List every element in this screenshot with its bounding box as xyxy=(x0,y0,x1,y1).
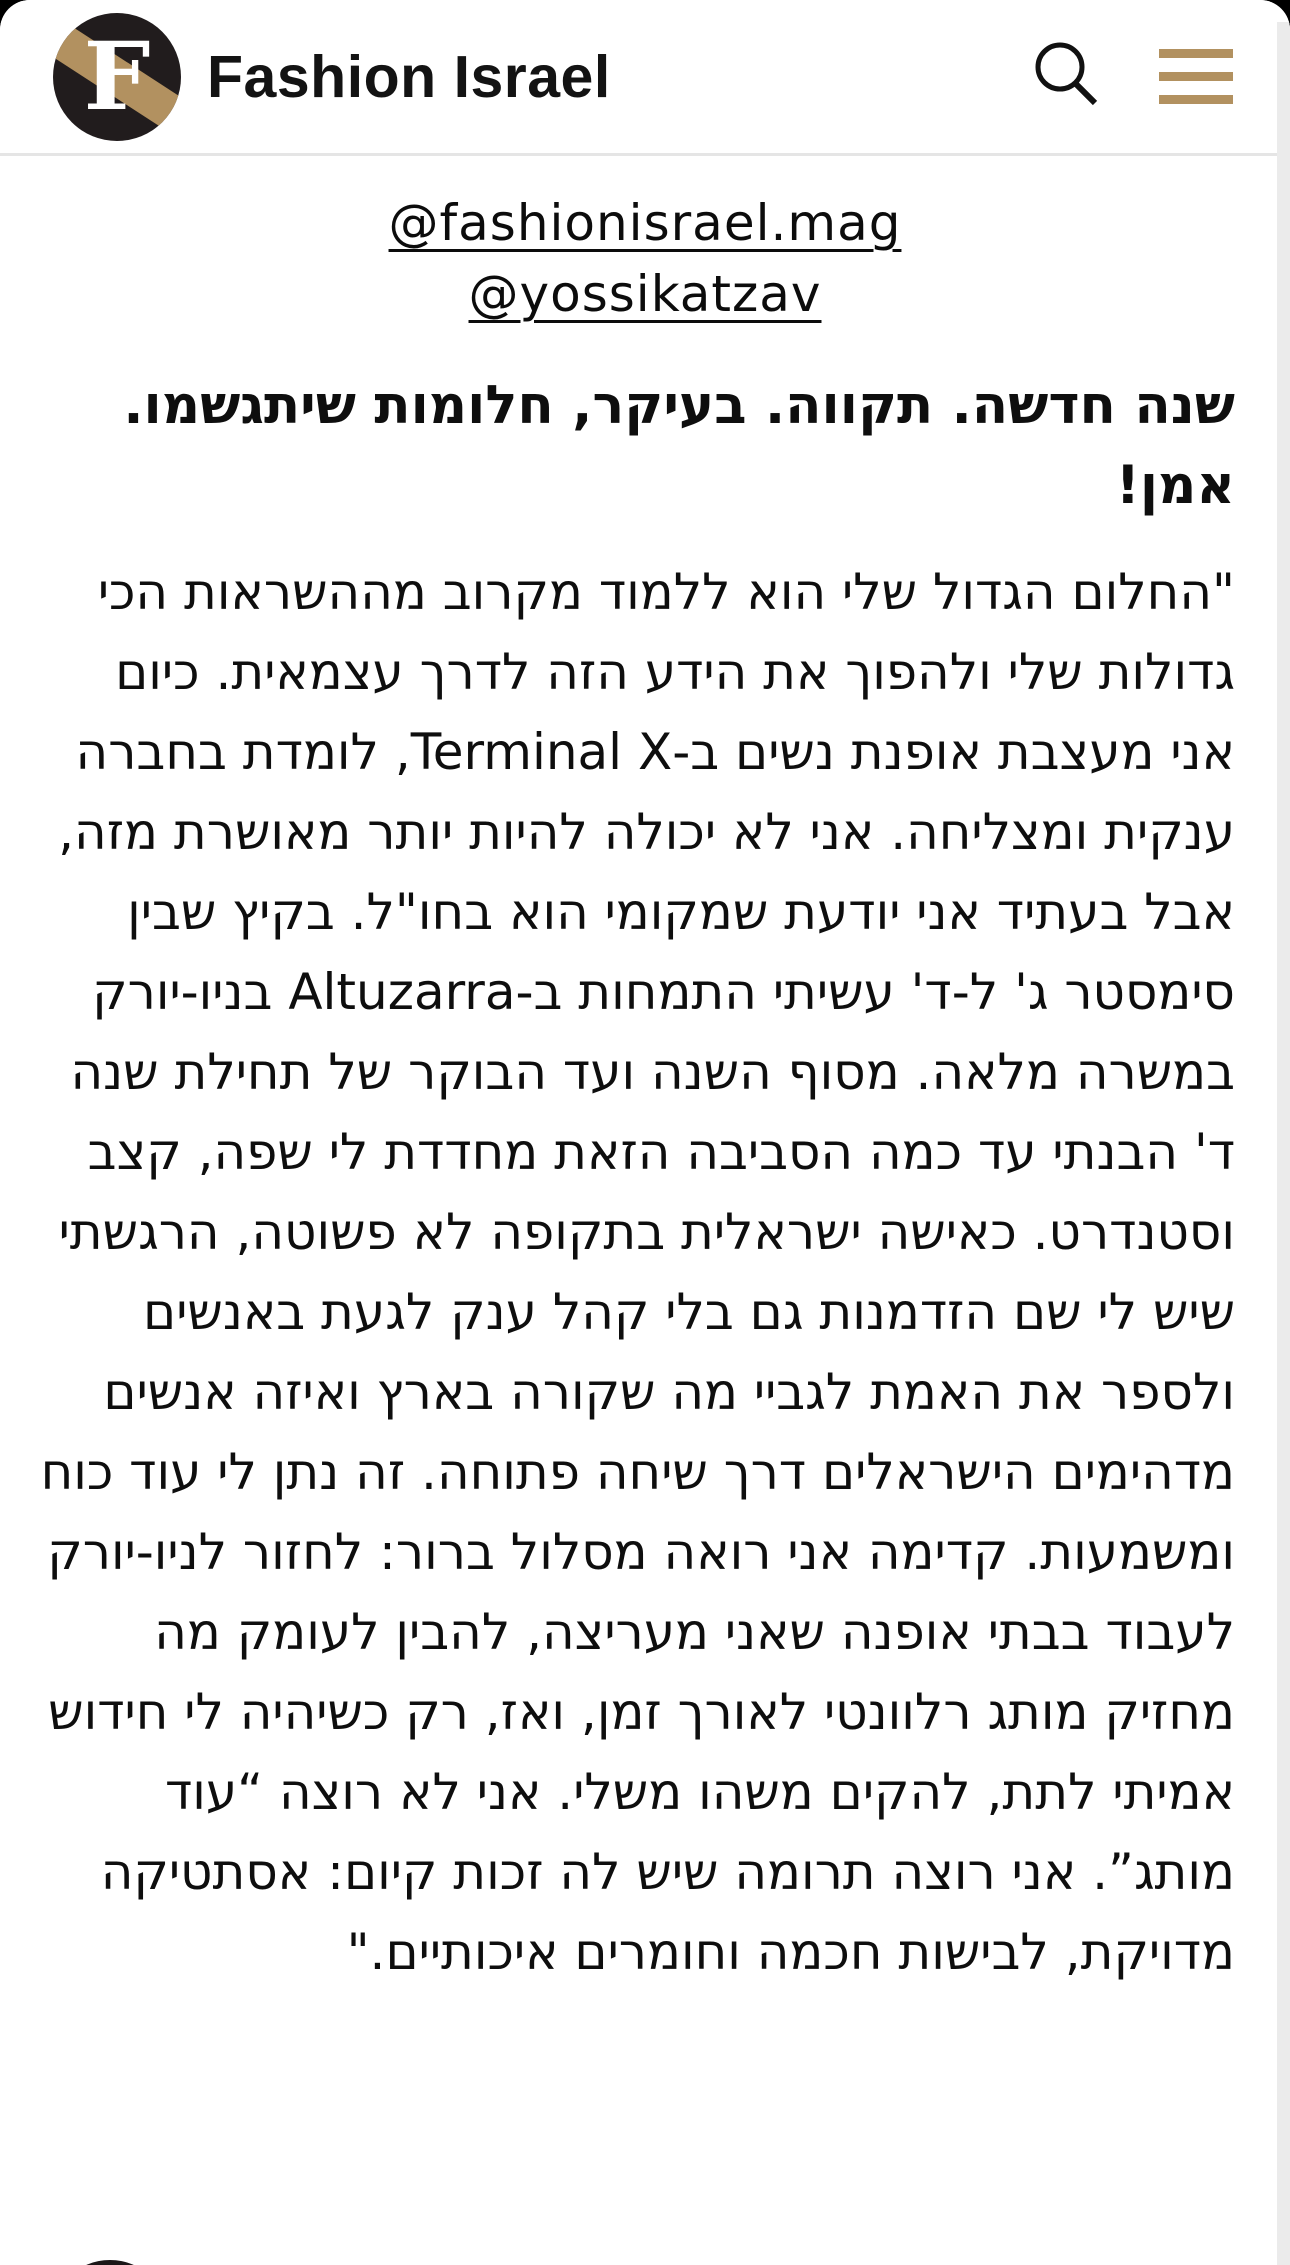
brand-logo[interactable] xyxy=(53,13,181,141)
instagram-link-yossikatzav[interactable]: @yossikatzav xyxy=(468,265,822,323)
scrollbar-track[interactable] xyxy=(1277,22,1290,2265)
brand-title: Fashion Israel xyxy=(207,43,611,110)
article-body xyxy=(0,366,1290,1992)
article-page xyxy=(0,188,1290,1992)
search-button[interactable] xyxy=(1023,32,1107,121)
social-handles xyxy=(0,188,1290,330)
next-section-logo-peek xyxy=(50,2260,170,2265)
search-icon xyxy=(1023,106,1107,121)
logo-letter: F xyxy=(83,21,151,132)
article-headline: שנה חדשה. תקווה. בעיקר, חלומות שיתגשמו. אמן! xyxy=(123,375,1235,516)
hamburger-icon xyxy=(1159,49,1233,104)
site-header xyxy=(0,0,1290,156)
header-actions xyxy=(1023,32,1233,121)
instagram-link-fashionisrael[interactable]: @fashionisrael.mag xyxy=(388,194,902,252)
article-quote-text: "החלום הגדול שלי הוא ללמוד מקרוב מההשראות הכי גדולות שלי ולהפוך את הידע הזה לדרך עצמאית. כיום אני מעצבת אופנת נשים ב-Terminal X, לומדת בחברה ענקית ומצליחה. אני לא יכולה להיות יותר מאושרת מזה, אבל בעתיד אני יודעת שמקומי הוא בחו"ל. בקיץ שבין סימסטר ג' ל-ד' עשיתי התמחות ב-Altuzarra בניו-יורק במשרה מלאה. מסוף השנה ועד הבוקר של תחילת שנה ד' הבנתי עד כמה הסביבה הזאת מחדדת לי שפה, קצב וסטנדרט. כאישה ישראלית בתקופה לא פשוטה, הרגשתי שיש לי שם הזדמנות גם בלי קהל ענק לגעת באנשים ולספר את האמת לגביי מה שקורה בארץ ואיזה אנשים מדהימים הישראלים דרך שיחה פתוחה. זה נתן לי עוד כוח ומשמעות. קדימה אני רואה מסלול ברור: לחזור לניו-יורק לעבוד בבתי אופנה שאני מעריצה, להבין לעומק מה מחזיק מותג רלוונטי לאורך זמן, ואז, רק כשיהיה לי חידוש אמיתי לתת, להקים משהו משלי. אני לא רוצה “עוד מותג”. אני רוצה תרומה שיש לה זכות קיום: אסתטיקה מדויקת, לבישות חכמה וחומרים איכותיים." xyxy=(40,563,1235,1981)
menu-button[interactable] xyxy=(1159,49,1233,104)
